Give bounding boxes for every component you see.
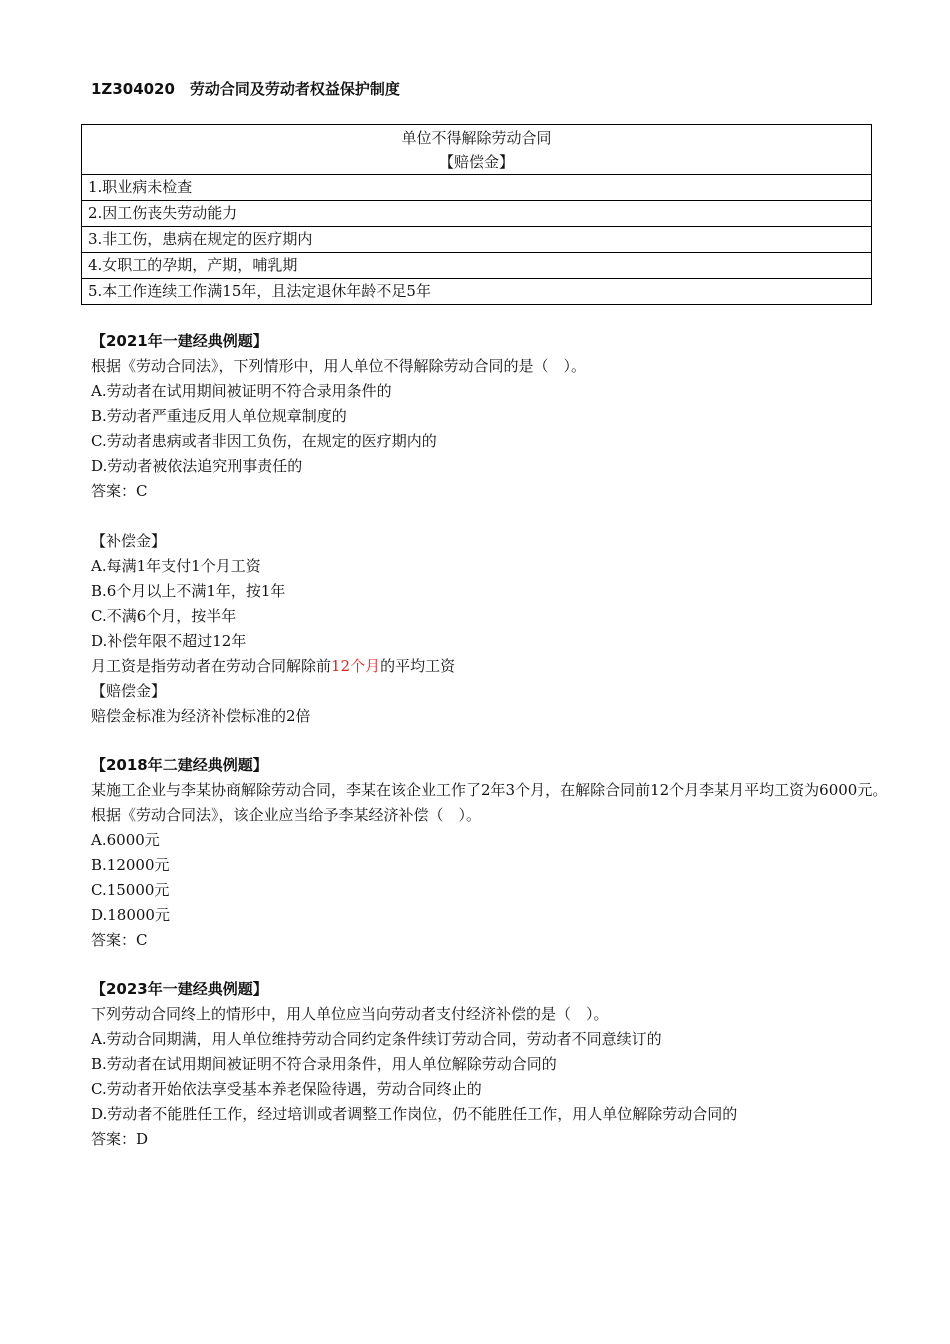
note-prefix: 月工资是指劳动者在劳动合同解除前 [91, 657, 332, 675]
compensation-section [91, 529, 891, 729]
option-d: D.劳动者被依法追究刑事责任的 [91, 457, 303, 475]
table-row [82, 227, 872, 253]
option-c: C.15000元 [91, 881, 170, 899]
table-header-subtitle: 【赔偿金】 [438, 152, 514, 171]
section-title: 1Z304020 劳动合同及劳动者权益保护制度 [91, 80, 400, 98]
monthly-wage-note [91, 654, 891, 679]
table-row [82, 253, 872, 279]
table-cell: 1.职业病未检查 [82, 175, 872, 201]
question-text: 某施工企业与李某协商解除劳动合同，李某在该企业工作了2年3个月，在解除合同前12个月李某月平均工资为6000元。根据《劳动合同法》，该企业应当给予李某经济补偿（ ）。 [91, 781, 888, 824]
damages-text: 赔偿金标准为经济补偿标准的2倍 [91, 707, 311, 725]
question-text: 根据《劳动合同法》，下列情形中，用人单位不得解除劳动合同的是（ ）。 [91, 357, 587, 375]
compensation-item: A.每满1年支付1个月工资 [91, 557, 261, 575]
table-row [82, 201, 872, 227]
example-2021 [91, 329, 891, 504]
answer-text: 答案：C [91, 931, 148, 949]
answer-text: 答案：D [91, 1130, 149, 1148]
option-d: D.劳动者不能胜任工作，经过培训或者调整工作岗位，仍不能胜任工作，用人单位解除劳动合同的 [91, 1105, 738, 1123]
table-cell: 3.非工伤，患病在规定的医疗期内 [82, 227, 872, 253]
compensation-heading: 【补偿金】 [91, 532, 167, 550]
example-2018 [91, 753, 891, 953]
compensation-item: B.6个月以上不满1年，按1年 [91, 582, 286, 600]
example-heading: 【2021年一建经典例题】 [91, 332, 268, 350]
table-cell: 2.因工伤丧失劳动能力 [82, 201, 872, 227]
option-c: C.劳动者患病或者非因工负伤，在规定的医疗期内的 [91, 432, 437, 450]
table-header-title: 单位不得解除劳动合同 [401, 128, 552, 147]
option-b: B.12000元 [91, 856, 170, 874]
option-b: B.劳动者严重违反用人单位规章制度的 [91, 407, 347, 425]
table-cell: 5.本工作连续工作满15年，且法定退休年龄不足5年 [82, 279, 872, 305]
option-b: B.劳动者在试用期间被证明不符合录用条件，用人单位解除劳动合同的 [91, 1055, 557, 1073]
answer-text: 答案：C [91, 482, 148, 500]
option-a: A.劳动者在试用期间被证明不符合录用条件的 [91, 382, 392, 400]
table-row [82, 175, 872, 201]
table-header-cell [82, 125, 872, 175]
option-c: C.劳动者开始依法享受基本养老保险待遇，劳动合同终止的 [91, 1080, 482, 1098]
note-highlight: 12个月 [331, 657, 381, 675]
damages-heading: 【赔偿金】 [91, 682, 167, 700]
compensation-item: D.补偿年限不超过12年 [91, 632, 247, 650]
example-2023 [91, 977, 891, 1152]
option-a: A.6000元 [91, 831, 160, 849]
compensation-item: C.不满6个月，按半年 [91, 607, 237, 625]
rules-table [81, 124, 872, 305]
option-a: A.劳动合同期满，用人单位维持劳动合同约定条件续订劳动合同，劳动者不同意续订的 [91, 1030, 662, 1048]
note-suffix: 的平均工资 [380, 657, 456, 675]
question-text: 下列劳动合同终上的情形中，用人单位应当向劳动者支付经济补偿的是（ ）。 [91, 1005, 609, 1023]
table-row [82, 279, 872, 305]
example-heading: 【2018年二建经典例题】 [91, 756, 268, 774]
table-cell: 4.女职工的孕期，产期，哺乳期 [82, 253, 872, 279]
option-d: D.18000元 [91, 906, 170, 924]
example-heading: 【2023年一建经典例题】 [91, 980, 268, 998]
table-header-row [82, 125, 872, 175]
